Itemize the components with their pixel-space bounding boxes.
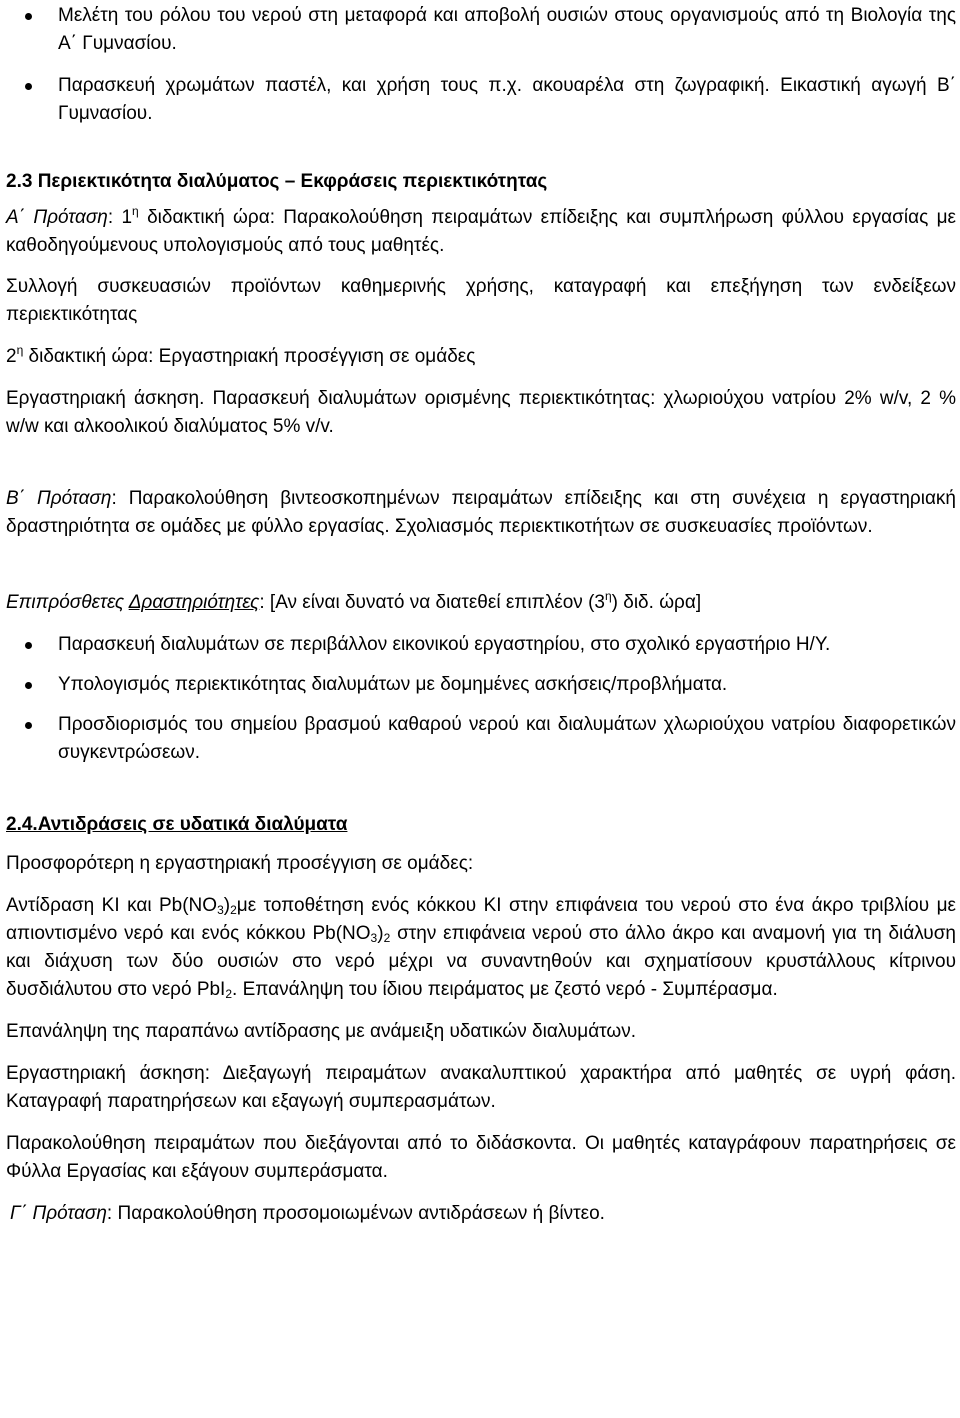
section-heading-2-3: 2.3 Περιεκτικότητα διαλύματος – Εκφράσεις περιεκτικότητας: [6, 170, 548, 192]
bullet-icon: [25, 682, 32, 689]
preferred-approach-paragraph: Προσφορότερη η εργαστηριακή προσέγγιση σε ομάδες:: [6, 853, 474, 875]
list-item: Μελέτη του ρόλου του νερού στη μεταφορά και αποβολή ουσιών στους οργανισμούς από τη Βιολογία της Α΄ Γυμνασίου.: [6, 2, 956, 58]
bullet-icon: [25, 83, 32, 90]
proposal-b-label: Β΄ Πρόταση: [6, 488, 112, 510]
proposal-c-paragraph: Γ΄ Πρόταση: Παρακολούθηση προσομοιωμένων αντιδράσεων ή βίντεο.: [10, 1202, 605, 1224]
observation-paragraph: Παρακολούθηση πειραμάτων που διεξάγονται από το διδάσκοντα. Οι μαθητές καταγράφουν παρατηρήσεις σε Φύλλα Εργασίας και εξάγουν συμπεράσματα.: [6, 1132, 956, 1182]
bullet-icon: [25, 642, 32, 649]
list-item: Προσδιορισμός του σημείου βρασμού καθαρού νερού και διαλυμάτων χλωριούχου νατρίου διαφορετικών συγκεντρώσεων.: [6, 711, 956, 767]
list-item: Παρασκευή χρωμάτων παστέλ, και χρήση τους π.χ. ακουαρέλα στη ζωγραφική. Εικαστική αγωγή Β΄ Γυμνασίου.: [6, 72, 956, 128]
lab-exercise-paragraph: Εργαστηριακή άσκηση. Παρασκευή διαλυμάτων ορισμένης περιεκτικότητας: χλωριούχου νατρίου 2% w/v, 2 % w/w και αλκοολικού διαλύματος 5% v/v.: [6, 388, 956, 438]
extra-activities-paragraph: Επιπρόσθετες Δραστηριότητες: [Αν είναι δυνατό να διατεθεί επιπλέον $(3^\eta)$ διδ. ώρα]: [6, 588, 702, 613]
section-heading-2-4: 2.4.Αντιδράσεις σε υδατικά διαλύματα: [6, 813, 348, 835]
intro-bullet-list: [6, 2, 956, 128]
proposal-a-label: Α΄ Πρόταση: [6, 206, 108, 228]
collection-paragraph: Συλλογή συσκευασιών προϊόντων καθημερινής χρήσης, καταγραφή και επεξήγηση των ενδείξεων περιεκτικότητας: [6, 276, 956, 326]
second-hour-paragraph: $2^\eta$ διδακτική ώρα: Εργαστηριακή προσέγγιση σε ομάδες: [6, 343, 476, 368]
proposal-c-label: Γ΄ Πρόταση: [10, 1202, 107, 1224]
bullet-icon: [25, 722, 32, 729]
proposal-a-paragraph: Α΄ Πρόταση: $1^\eta$ διδακτική ώρα: Παρακολούθηση πειραμάτων επίδειξης και συμπλήρωση φύλλου εργασίας με καθοδηγούμενους υπολογισμούς από τους μαθητές.: [6, 203, 956, 256]
reaction-paragraph: Αντίδραση KI και $Pb(NO_3)_2\mu\varepsilon$ τοποθέτηση ενός κόκκου KI στην επιφάνεια του νερού στο ένα άκρο τριβλίου με απιοντισμένο νερό και ενός κόκκου $Pb(NO_3)_2$ στην επιφάνεια νερού στο άλλο άκρο και αναμονή για τη διάλυση και διάχυση των δύο ουσιών στο νερό μέχρι να συναντηθούν και σχηματίσουν κρυστάλλους κίτρινου δυσδιάλυτου στο νερό PbI$_2$. Επανάληψη του ίδιου πειράματος με ζεστό νερό - Συμπέρασμα.: [6, 895, 956, 1002]
list-item: Υπολογισμός περιεκτικότητας διαλυμάτων με δομημένες ασκήσεις/προβλήματα.: [6, 671, 956, 699]
repeat-paragraph: Επανάληψη της παραπάνω αντίδρασης με ανάμειξη υδατικών διαλυμάτων.: [6, 1021, 637, 1043]
list-item: Παρασκευή διαλυμάτων σε περιβάλλον εικονικού εργαστηρίου, στο σχολικό εργαστήριο Η/Υ.: [6, 631, 956, 659]
bullet-icon: [25, 13, 32, 20]
lab-exercise-2-4-paragraph: Εργαστηριακή άσκηση: Διεξαγωγή πειραμάτων ανακαλυπτικού χαρακτήρα από μαθητές σε υγρή φάση. Καταγραφή παρατηρήσεων και εξαγωγή συμπερασμάτων.: [6, 1062, 956, 1112]
extra-activities-list: [6, 631, 956, 767]
proposal-b-paragraph: Β΄ Πρόταση: Παρακολούθηση βιντεοσκοπημένων πειραμάτων επίδειξης και στη συνέχεια η εργαστηριακή δραστηριότητα σε ομάδες με φύλλο εργασίας. Σχολιασμός περιεκτικοτήτων σε συσκευασίες προϊόντων.: [6, 488, 956, 537]
